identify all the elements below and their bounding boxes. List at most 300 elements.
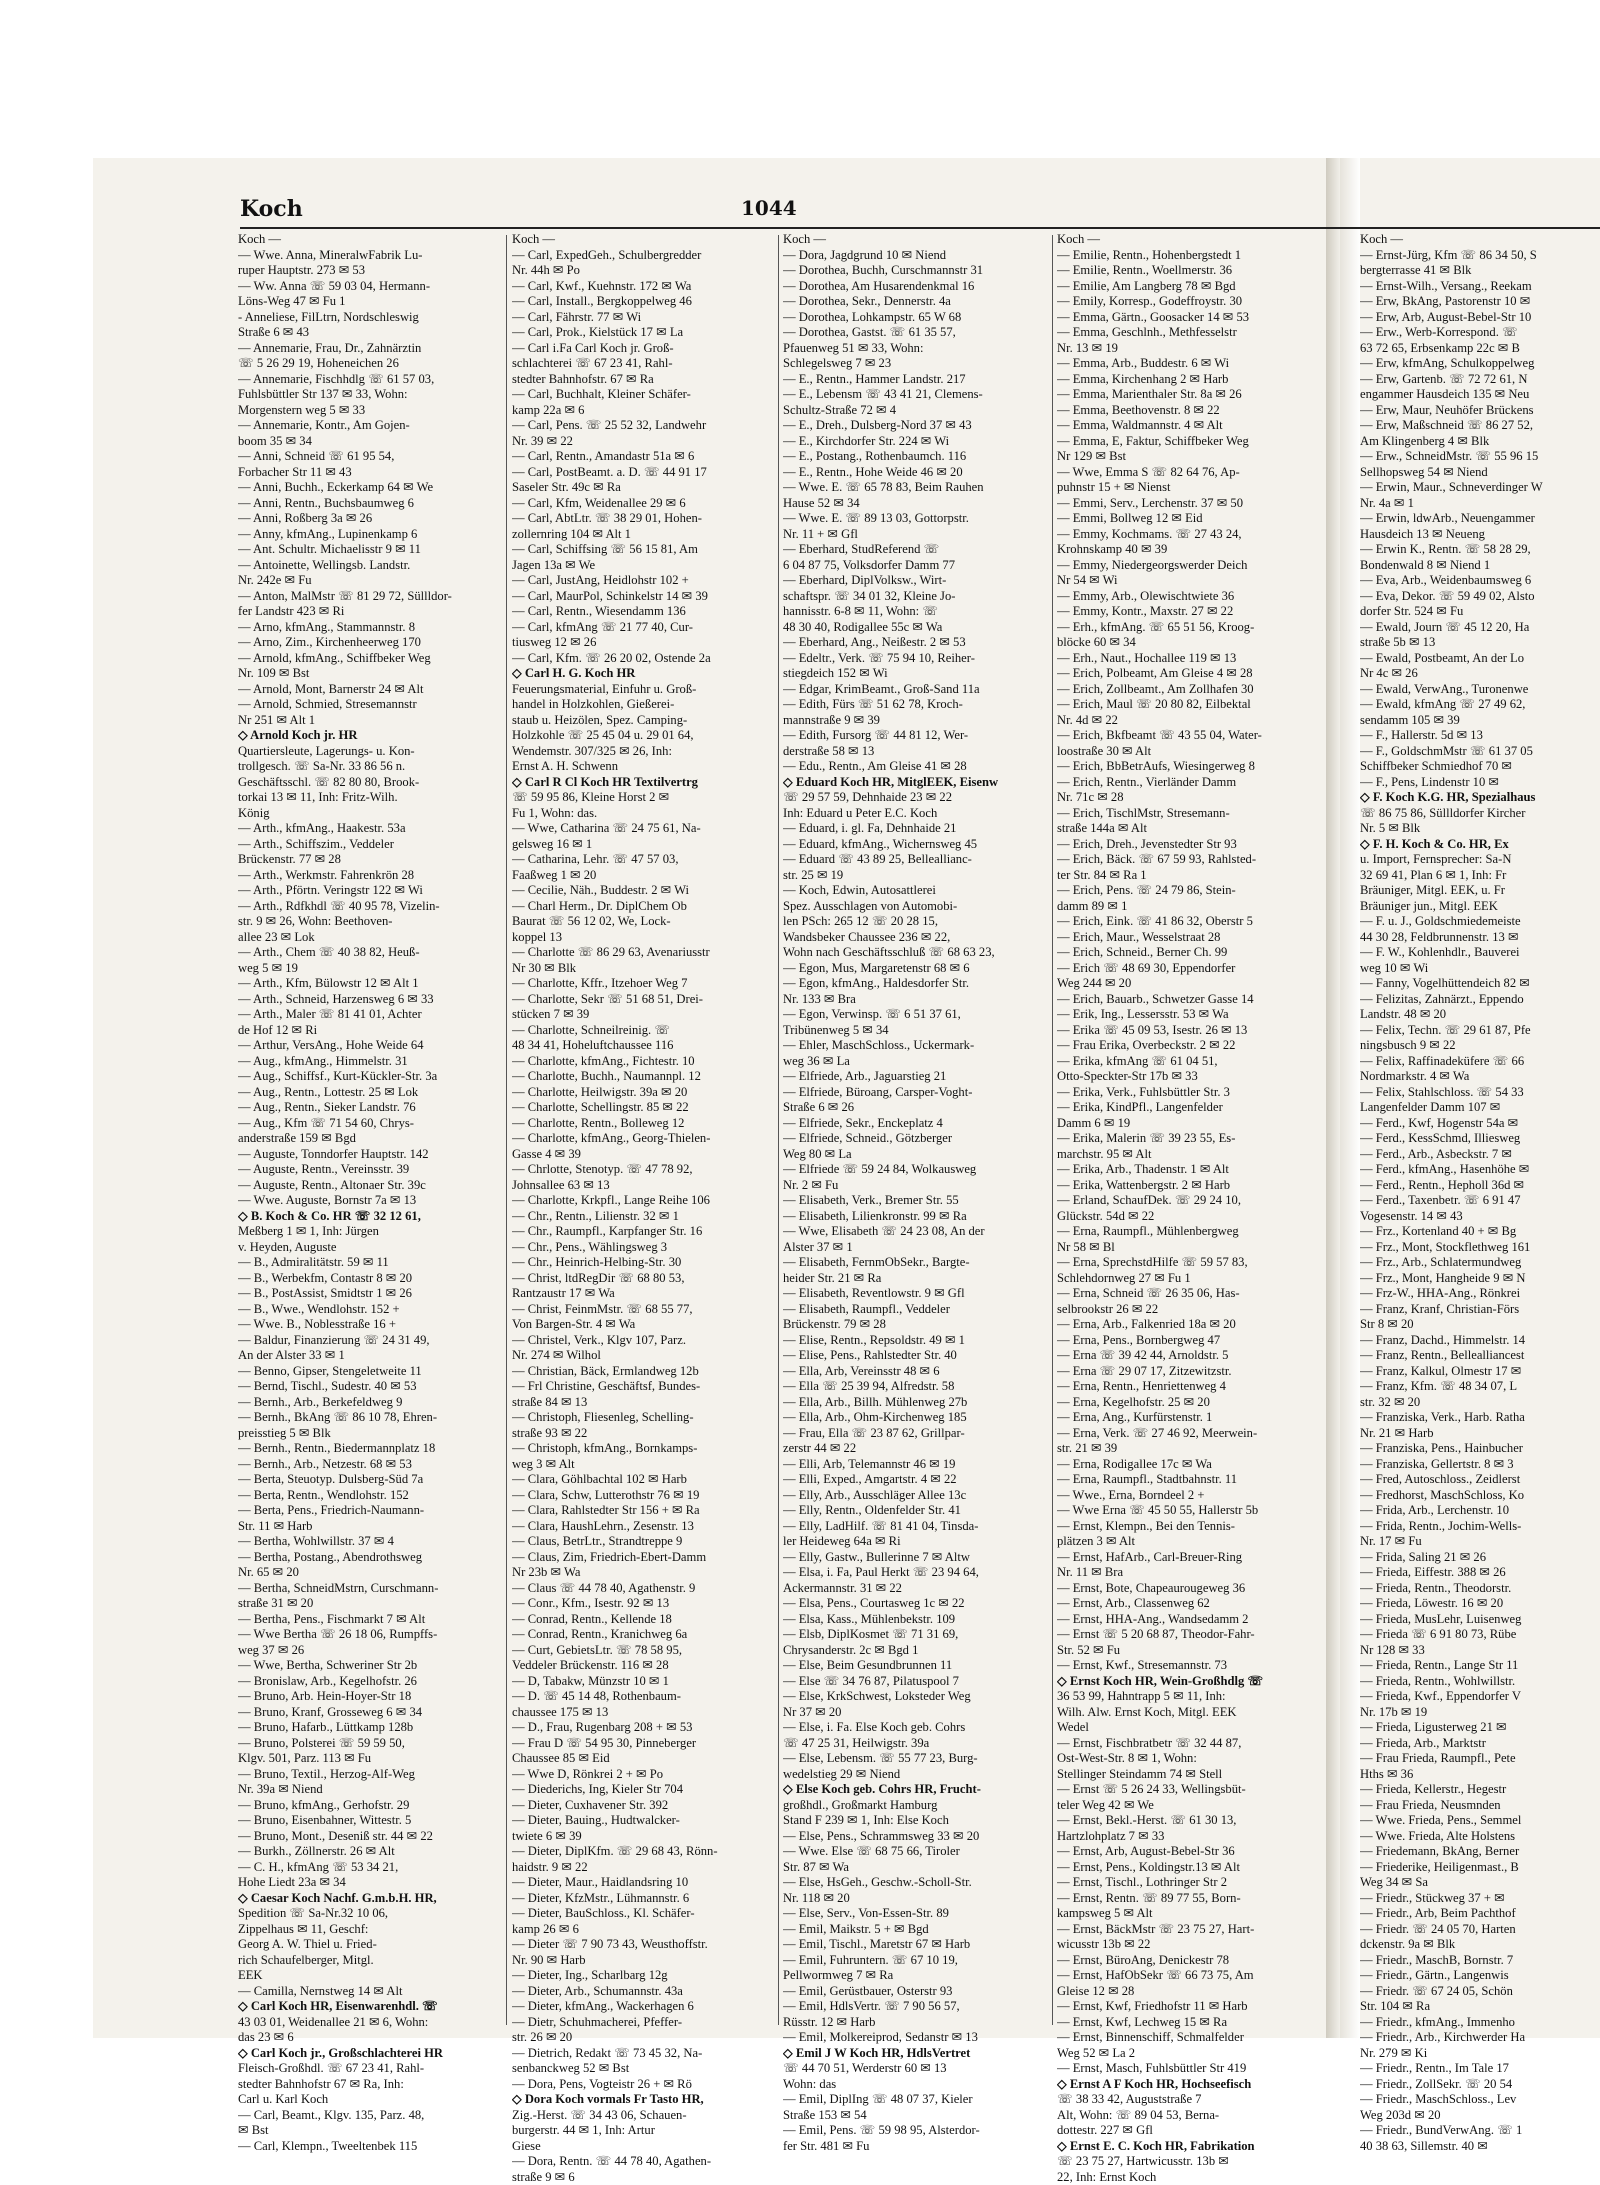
directory-entry-line: — Carl, Rentn., Wiesendamm 136 bbox=[512, 604, 774, 620]
directory-entry-line: — Christoph, kfmAng., Bornkamps- bbox=[512, 1441, 774, 1457]
directory-entry-line: — Emma, Beethovenstr. 8 ✉ 22 bbox=[1057, 403, 1325, 419]
column-separator bbox=[506, 235, 507, 2025]
directory-entry-line: Krohnskamp 40 ✉ 39 bbox=[1057, 542, 1325, 558]
directory-entry-line: — E., Dreh., Dulsberg-Nord 37 ✉ 43 bbox=[783, 418, 1048, 434]
directory-entry-line: — Elsa, i. Fa, Paul Herkt ☏ 23 94 64, bbox=[783, 1565, 1048, 1581]
directory-entry-line: — Elli, Arb, Telemannstr 46 ✉ 19 bbox=[783, 1457, 1048, 1473]
directory-entry-line: — Ferd., Arb., Asbeckstr. 7 ✉ bbox=[1360, 1147, 1600, 1163]
directory-entry-line: Weg 52 ✉ La 2 bbox=[1057, 2046, 1325, 2062]
directory-entry-line: Fu 1, Wohn: das. bbox=[512, 806, 774, 822]
directory-entry-line: — Erich, Schneid., Berner Ch. 99 bbox=[1057, 945, 1325, 961]
directory-entry-line: — Emma, Waldmannstr. 4 ✉ Alt bbox=[1057, 418, 1325, 434]
directory-entry-line: — Eduard, kfmAng., Wichernsweg 45 bbox=[783, 837, 1048, 853]
directory-entry-line: — F. u. J., Goldschmiedemeiste bbox=[1360, 914, 1600, 930]
directory-entry-line: — Ernst, Kwf, Lechweg 15 ✉ Ra bbox=[1057, 2015, 1325, 2031]
directory-entry-line: tiusweg 12 ✉ 26 bbox=[512, 635, 774, 651]
directory-entry-line: — Ernst, HHA-Ang., Wandsedamm 2 bbox=[1057, 1612, 1325, 1628]
directory-entry-line: — Egon, kfmAng., Haldesdorfer Str. bbox=[783, 976, 1048, 992]
directory-entry-line: — Arth., Pförtn. Veringstr 122 ✉ Wi bbox=[238, 883, 500, 899]
directory-entry-line: großhdl., Großmarkt Hamburg bbox=[783, 1798, 1048, 1814]
directory-entry-line: — Chr., Pens., Wählingsweg 3 bbox=[512, 1240, 774, 1256]
directory-entry-line: — Wwe, Elisabeth ☏ 24 23 08, An der bbox=[783, 1224, 1048, 1240]
directory-entry-line: kamp 22a ✉ 6 bbox=[512, 403, 774, 419]
directory-entry-line: Brückenstr. 77 ✉ 28 bbox=[238, 852, 500, 868]
directory-entry-line: Pellwormweg 7 ✉ Ra bbox=[783, 1968, 1048, 1984]
column-separator bbox=[1052, 235, 1053, 2025]
directory-entry-line: — Bruno, Hafarb., Lüttkamp 128b bbox=[238, 1720, 500, 1736]
directory-entry-line: — Egon, Verwinsp. ☏ 6 51 37 61, bbox=[783, 1007, 1048, 1023]
directory-entry-line: — Erh., kfmAng. ☏ 65 51 56, Kroog- bbox=[1057, 620, 1325, 636]
directory-entry-line: — Wwe. Else ☏ 68 75 66, Tiroler bbox=[783, 1844, 1048, 1860]
directory-entry-line: plätzen 3 ✉ Alt bbox=[1057, 1534, 1325, 1550]
directory-entry-line: — Charlotte, Schellingstr. 85 ✉ 22 bbox=[512, 1100, 774, 1116]
directory-entry-line: ☏ 59 95 86, Kleine Horst 2 ✉ bbox=[512, 790, 774, 806]
directory-entry-line: kampsweg 5 ✉ Alt bbox=[1057, 1906, 1325, 1922]
directory-entry-line: — Franz, Dachd., Himmelstr. 14 bbox=[1360, 1333, 1600, 1349]
directory-entry-line: Straße 6 ✉ 43 bbox=[238, 325, 500, 341]
directory-entry-line: — Ferd., KessSchmd, Illiesweg bbox=[1360, 1131, 1600, 1147]
directory-entry-line: — Aug., Kfm ☏ 71 54 60, Chrys- bbox=[238, 1116, 500, 1132]
directory-entry-line: — Anni, Rentn., Buchsbaumweg 6 bbox=[238, 496, 500, 512]
directory-entry-line: Alster 37 ✉ 1 bbox=[783, 1240, 1048, 1256]
directory-entry-line: Meßberg 1 ✉ 1, Inh: Jürgen bbox=[238, 1224, 500, 1240]
directory-entry-line: — Chr., Raumpfl., Karpfanger Str. 16 bbox=[512, 1224, 774, 1240]
directory-entry-line: — F., GoldschmMstr ☏ 61 37 05 bbox=[1360, 744, 1600, 760]
directory-entry-line: — Bernh., Arb., Netzestr. 68 ✉ 53 bbox=[238, 1457, 500, 1473]
directory-entry-line: — Bruno, Mont., Deseniß str. 44 ✉ 22 bbox=[238, 1829, 500, 1845]
directory-entry-line: — B., Werbekfm, Contastr 8 ✉ 20 bbox=[238, 1271, 500, 1287]
directory-entry-line: Wohn nach Geschäftsschluß ☏ 68 63 23, bbox=[783, 945, 1048, 961]
directory-entry-line: — Eva, Arb., Weidenbaumsweg 6 bbox=[1360, 573, 1600, 589]
directory-entry-line: — Bertha, Pens., Fischmarkt 7 ✉ Alt bbox=[238, 1612, 500, 1628]
directory-entry-line: fer Str. 481 ✉ Fu bbox=[783, 2139, 1048, 2155]
directory-entry-line: str. 32 ✉ 20 bbox=[1360, 1395, 1600, 1411]
directory-entry-line: Schlehdornweg 27 ✉ Fu 1 bbox=[1057, 1271, 1325, 1287]
directory-entry-line: — Auguste, Rentn., Altonaer Str. 39c bbox=[238, 1178, 500, 1194]
directory-entry-line: — Else, KrkSchwest, Loksteder Weg bbox=[783, 1689, 1048, 1705]
directory-entry-line: Carl u. Karl Koch bbox=[238, 2092, 500, 2108]
directory-entry-line: — Frida, Arb., Lerchenstr. 10 bbox=[1360, 1503, 1600, 1519]
directory-entry-line: 32 69 41, Plan 6 ✉ 1, Inh: Fr bbox=[1360, 868, 1600, 884]
directory-entry-line: straße 93 ✉ 22 bbox=[512, 1426, 774, 1442]
directory-entry-line: wicusstr 13b ✉ 22 bbox=[1057, 1937, 1325, 1953]
directory-entry-line: Nr. 274 ✉ Wilhol bbox=[512, 1348, 774, 1364]
directory-entry-line: — Dora, Pens, Vogteistr 26 + ✉ Rö bbox=[512, 2077, 774, 2093]
directory-entry-line: — Eduard ☏ 43 89 25, Belleallianc- bbox=[783, 852, 1048, 868]
directory-entry-line: Sellhopsweg 54 ✉ Niend bbox=[1360, 465, 1600, 481]
directory-entry-line: — Anton, MalMstr ☏ 81 29 72, Süllldor- bbox=[238, 589, 500, 605]
directory-entry-line: — Christian, Bäck, Ermlandweg 12b bbox=[512, 1364, 774, 1380]
directory-entry-line: — Franz, Kfm. ☏ 48 34 07, L bbox=[1360, 1379, 1600, 1395]
directory-entry-line: — Fanny, Vogelhüttendeich 82 ✉ bbox=[1360, 976, 1600, 992]
directory-entry-line: — Ella, Arb, Vereinsstr 48 ✉ 6 bbox=[783, 1364, 1048, 1380]
directory-entry-line: Nr. 21 ✉ Harb bbox=[1360, 1426, 1600, 1442]
directory-entry-line: — Erwin K., Rentn. ☏ 58 28 29, bbox=[1360, 542, 1600, 558]
directory-entry-line: — Edeltr., Verk. ☏ 75 94 10, Reiher- bbox=[783, 651, 1048, 667]
directory-entry-line: Nr 128 ✉ 33 bbox=[1360, 1643, 1600, 1659]
directory-entry-line: — Anny, kfmAng., Lupinenkamp 6 bbox=[238, 527, 500, 543]
directory-entry-line: — Christ, ltdRegDir ☏ 68 80 53, bbox=[512, 1271, 774, 1287]
directory-entry-line: — Dieter, Bauing., Hudtwalcker- bbox=[512, 1813, 774, 1829]
directory-entry-line: — Erna, Verk. ☏ 27 46 92, Meerwein- bbox=[1057, 1426, 1325, 1442]
column-head: Koch — bbox=[1057, 232, 1325, 248]
directory-entry-line: dckenstr. 9a ✉ Blk bbox=[1360, 1937, 1600, 1953]
directory-entry-line: — Emma, Kirchenhang 2 ✉ Harb bbox=[1057, 372, 1325, 388]
directory-entry-line: Nr. 242e ✉ Fu bbox=[238, 573, 500, 589]
directory-entry-line: 44 30 28, Feldbrunnenstr. 13 ✉ bbox=[1360, 930, 1600, 946]
directory-entry-line: — Frieda, Ligusterweg 21 ✉ bbox=[1360, 1720, 1600, 1736]
directory-entry-line: — Dorothea, Buchh, Curschmannstr 31 bbox=[783, 263, 1048, 279]
directory-entry-line: — Erw, BkAng, Pastorenstr 10 ✉ bbox=[1360, 294, 1600, 310]
directory-entry-line: — Elfriede, Sekr., Enckeplatz 4 bbox=[783, 1116, 1048, 1132]
directory-entry-line: — Erika, Arb., Thadenstr. 1 ✉ Alt bbox=[1057, 1162, 1325, 1178]
directory-entry-line: — E., Rentn., Hohe Weide 46 ✉ 20 bbox=[783, 465, 1048, 481]
directory-entry-line: — Elfriede, Arb., Jaguarstieg 21 bbox=[783, 1069, 1048, 1085]
directory-entry-line: — Ant. Schultr. Michaelisstr 9 ✉ 11 bbox=[238, 542, 500, 558]
directory-entry-line: — Benno, Gipser, Stengeletweite 11 bbox=[238, 1364, 500, 1380]
running-head-name: Koch bbox=[240, 196, 303, 222]
directory-entry-line: straße 144a ✉ Alt bbox=[1057, 821, 1325, 837]
directory-entry-line: marchstr. 95 ✉ Alt bbox=[1057, 1147, 1325, 1163]
directory-entry-line: Pfauenweg 51 ✉ 33, Wohn: bbox=[783, 341, 1048, 357]
directory-entry-line: — Edgar, KrimBeamt., Groß-Sand 11a bbox=[783, 682, 1048, 698]
directory-entry-line: — Eduard, i. gl. Fa, Dehnhaide 21 bbox=[783, 821, 1048, 837]
directory-entry-line: de Hof 12 ✉ Ri bbox=[238, 1023, 500, 1039]
directory-entry-line: burgerstr. 44 ✉ 1, Inh: Artur bbox=[512, 2123, 774, 2139]
directory-entry-line: Str. 11 ✉ Harb bbox=[238, 1519, 500, 1535]
directory-entry-line: Fuhlsbüttler Str 137 ✉ 33, Wohn: bbox=[238, 387, 500, 403]
directory-entry-line: — Frieda, Eiffestr. 388 ✉ 26 bbox=[1360, 1565, 1600, 1581]
directory-entry-line: Nordmarkstr. 4 ✉ Wa bbox=[1360, 1069, 1600, 1085]
directory-entry-line: — Franz, Kranf, Christian-Förs bbox=[1360, 1302, 1600, 1318]
directory-entry-line: — B., Admiralitätstr. 59 ✉ 11 bbox=[238, 1255, 500, 1271]
directory-entry-line: — Ferd., Rentn., Hepholl 36d ✉ bbox=[1360, 1178, 1600, 1194]
directory-entry-line: — Ernst, Binnenschiff, Schmalfelder bbox=[1057, 2030, 1325, 2046]
directory-entry-line: — Bruno, Textil., Herzog-Alf-Weg bbox=[238, 1767, 500, 1783]
directory-entry-line: — Emma, Marienthaler Str. 8a ✉ 26 bbox=[1057, 387, 1325, 403]
directory-entry-line: — Wwe Erna ☏ 45 50 55, Hallerstr 5b bbox=[1057, 1503, 1325, 1519]
directory-entry-line: — Carl, Fährstr. 77 ✉ Wi bbox=[512, 310, 774, 326]
directory-entry-line: — Dora, Rentn. ☏ 44 78 40, Agathen- bbox=[512, 2154, 774, 2170]
directory-entry-line: — Anni, Roßberg 3a ✉ 26 bbox=[238, 511, 500, 527]
directory-entry-line: Schiffbeker Schmiedhof 70 ✉ bbox=[1360, 759, 1600, 775]
directory-entry-line: — Carl, Kfm, Weidenallee 29 ✉ 6 bbox=[512, 496, 774, 512]
directory-entry-line: schaftspr. ☏ 34 01 32, Kleine Jo- bbox=[783, 589, 1048, 605]
directory-entry-line: — Emmi, Serv., Lerchenstr. 37 ✉ 50 bbox=[1057, 496, 1325, 512]
directory-entry-line: Tribünenweg 5 ✉ 34 bbox=[783, 1023, 1048, 1039]
directory-entry-line: — Friedr., Arb., Kirchwerder Ha bbox=[1360, 2030, 1600, 2046]
directory-entry-line: — Arno, Zim., Kirchenheerweg 170 bbox=[238, 635, 500, 651]
directory-entry-line: — Arth., kfmAng., Haakestr. 53a bbox=[238, 821, 500, 837]
directory-entry-line: — Carl, Prok., Kielstück 17 ✉ La bbox=[512, 325, 774, 341]
directory-entry-line: — Erna, Kegelhofstr. 25 ✉ 20 bbox=[1057, 1395, 1325, 1411]
directory-entry-line: — Frz-W., HHA-Ang., Rönkrei bbox=[1360, 1286, 1600, 1302]
directory-entry-line: — Bruno, Polsterei ☏ 59 59 50, bbox=[238, 1736, 500, 1752]
directory-entry-line: — Edu., Rentn., Am Gleise 41 ✉ 28 bbox=[783, 759, 1048, 775]
directory-entry-line: — Erich, Maul ☏ 20 80 82, Eilbektal bbox=[1057, 697, 1325, 713]
directory-entry-line: fer Landstr 423 ✉ Ri bbox=[238, 604, 500, 620]
directory-entry-line: rich Schaufelberger, Mitgl. bbox=[238, 1953, 500, 1969]
directory-entry-line: Hartzlohplatz 7 ✉ 33 bbox=[1057, 1829, 1325, 1845]
directory-entry-line: — Bernh., Arb., Berkefeldweg 9 bbox=[238, 1395, 500, 1411]
directory-entry-line: Wandsbeker Chaussee 236 ✉ 22, bbox=[783, 930, 1048, 946]
directory-entry-line: Chrysanderstr. 2c ✉ Bgd 1 bbox=[783, 1643, 1048, 1659]
directory-entry-line: weg 5 ✉ 19 bbox=[238, 961, 500, 977]
directory-entry-line: — Erw, Gartenb. ☏ 72 72 61, N bbox=[1360, 372, 1600, 388]
directory-entry-line: — Franz, Rentn., Bellealliancest bbox=[1360, 1348, 1600, 1364]
directory-entry-line: — Charlotte, Heilwigstr. 39a ✉ 20 bbox=[512, 1085, 774, 1101]
directory-entry-line: — Elisabeth, FernmObSekr., Bargte- bbox=[783, 1255, 1048, 1271]
directory-entry-line: — Ernst-Jürg, Kfm ☏ 86 34 50, S bbox=[1360, 248, 1600, 264]
directory-entry-line: — Curt, GebietsLtr. ☏ 78 58 95, bbox=[512, 1643, 774, 1659]
directory-entry-line: str. 21 ✉ 39 bbox=[1057, 1441, 1325, 1457]
directory-entry-line: — Anni, Buchh., Eckerkamp 64 ✉ We bbox=[238, 480, 500, 496]
directory-entry-line: — Erna, Ang., Kurfürstenstr. 1 bbox=[1057, 1410, 1325, 1426]
directory-entry-line: Wilh. Alw. Ernst Koch, Mitgl. EEK bbox=[1057, 1705, 1325, 1721]
directory-entry-line: — Elfriede ☏ 59 24 84, Wolkausweg bbox=[783, 1162, 1048, 1178]
column-separator bbox=[778, 235, 779, 2025]
directory-entry-line: — Frz., Mont, Stockflethweg 161 bbox=[1360, 1240, 1600, 1256]
directory-entry-line: — Carl, Buchhalt, Kleiner Schäfer- bbox=[512, 387, 774, 403]
directory-entry-line: ☏ 38 33 42, Auguststraße 7 bbox=[1057, 2092, 1325, 2108]
directory-entry-line: Spedition ☏ Sa-Nr.32 10 06, bbox=[238, 1906, 500, 1922]
directory-entry-line: — Ernst, BüroAng, Denickestr 78 bbox=[1057, 1953, 1325, 1969]
directory-entry-line: — Ernst, Tischl., Lothringer Str 2 bbox=[1057, 1875, 1325, 1891]
directory-entry-line: sendamm 105 ✉ 39 bbox=[1360, 713, 1600, 729]
directory-entry-line: — Frau, Ella ☏ 23 87 62, Grillpar- bbox=[783, 1426, 1048, 1442]
directory-entry-line: — Erna, SprechstdHilfe ☏ 59 57 83, bbox=[1057, 1255, 1325, 1271]
directory-entry-line: — Dieter, Ing., Scharlbarg 12g bbox=[512, 1968, 774, 1984]
directory-entry-line: Spez. Ausschlagen von Automobi- bbox=[783, 899, 1048, 915]
directory-entry-line: — Emilie, Rentn., Woellmerstr. 36 bbox=[1057, 263, 1325, 279]
directory-entry-line: — Friedr., MaschB, Bornstr. 7 bbox=[1360, 1953, 1600, 1969]
directory-entry-line: Nr 30 ✉ Blk bbox=[512, 961, 774, 977]
directory-entry-line: — Else, HsGeh., Geschw.-Scholl-Str. bbox=[783, 1875, 1048, 1891]
directory-entry-line: Morgenstern weg 5 ✉ 33 bbox=[238, 403, 500, 419]
directory-entry-line: — Chr., Rentn., Lilienstr. 32 ✉ 1 bbox=[512, 1209, 774, 1225]
directory-entry-line: Saseler Str. 49c ✉ Ra bbox=[512, 480, 774, 496]
directory-entry-line: — Bruno, Kranf, Grosseweg 6 ✉ 34 bbox=[238, 1705, 500, 1721]
directory-entry-line: Nr 23b ✉ Wa bbox=[512, 1565, 774, 1581]
directory-entry-line: — Erw, Maßschneid ☏ 86 27 52, bbox=[1360, 418, 1600, 434]
directory-entry-line: Bondenwald 8 ✉ Niend 1 bbox=[1360, 558, 1600, 574]
directory-entry-line: Löns-Weg 47 ✉ Fu 1 bbox=[238, 294, 500, 310]
directory-entry-line: — Arnold, kfmAng., Schiffbeker Weg bbox=[238, 651, 500, 667]
directory-entry-line: twiete 6 ✉ 39 bbox=[512, 1829, 774, 1845]
directory-entry-line: Klgv. 501, Parz. 113 ✉ Fu bbox=[238, 1751, 500, 1767]
directory-entry-line: — Felix, Techn. ☏ 29 61 87, Pfe bbox=[1360, 1023, 1600, 1039]
directory-entry-line: — Baldur, Finanzierung ☏ 24 31 49, bbox=[238, 1333, 500, 1349]
directory-entry-line: — Charlotte, Schneilreinig. ☏ bbox=[512, 1023, 774, 1039]
directory-entry-line: — Elsa, Pens., Courtasweg 1c ✉ 22 bbox=[783, 1596, 1048, 1612]
directory-entry-line: — Ewald, Postbeamt, An der Lo bbox=[1360, 651, 1600, 667]
directory-entry-line: bergterrasse 41 ✉ Blk bbox=[1360, 263, 1600, 279]
column-head: Koch — bbox=[783, 232, 1048, 248]
directory-entry-line: Nr. 71c ✉ 28 bbox=[1057, 790, 1325, 806]
page-number: 1044 bbox=[741, 196, 797, 220]
directory-entry-line: — Erich, Polbeamt, Am Gleise 4 ✉ 28 bbox=[1057, 666, 1325, 682]
directory-entry-line: ter Str. 84 ✉ Ra 1 bbox=[1057, 868, 1325, 884]
directory-entry-line: Nr. 279 ✉ Ki bbox=[1360, 2046, 1600, 2062]
directory-entry-line: ◇ F. H. Koch & Co. HR, Ex bbox=[1360, 837, 1600, 853]
directory-entry-line: dottestr. 227 ✉ Gfl bbox=[1057, 2123, 1325, 2139]
directory-entry-line: Nr. 39a ✉ Niend bbox=[238, 1782, 500, 1798]
directory-entry-line: blöcke 60 ✉ 34 bbox=[1057, 635, 1325, 651]
directory-entry-line: — Carl, Kwf., Kuehnstr. 172 ✉ Wa bbox=[512, 279, 774, 295]
directory-entry-line: Nr 4c ✉ 26 bbox=[1360, 666, 1600, 682]
directory-entry-line: Weg 34 ✉ Sa bbox=[1360, 1875, 1600, 1891]
directory-entry-line: torkai 13 ✉ 11, Inh: Fritz-Wilh. bbox=[238, 790, 500, 806]
directory-entry-line: Nr. 13 ✉ 19 bbox=[1057, 341, 1325, 357]
directory-entry-line: — Charlotte, Rentn., Bolleweg 12 bbox=[512, 1116, 774, 1132]
directory-entry-line: — Dieter, Arb., Schumannstr. 43a bbox=[512, 1984, 774, 2000]
directory-entry-line: — Dieter, DiplKfm. ☏ 29 68 43, Rönn- bbox=[512, 1844, 774, 1860]
directory-entry-line: Nr. 4a ✉ 1 bbox=[1360, 496, 1600, 512]
directory-entry-line: handel in Holzkohlen, Gießerei- bbox=[512, 697, 774, 713]
directory-entry-line: — Erna ☏ 39 42 44, Arnoldstr. 5 bbox=[1057, 1348, 1325, 1364]
directory-entry-line: — Arth., Rdfkhdl ☏ 40 95 78, Vizelin- bbox=[238, 899, 500, 915]
directory-entry-line: len PSch: 265 12 ☏ 20 28 15, bbox=[783, 914, 1048, 930]
directory-entry-line: Feuerungsmaterial, Einfuhr u. Groß- bbox=[512, 682, 774, 698]
directory-entry-line: — Franz, Kalkul, Olmestr 17 ✉ bbox=[1360, 1364, 1600, 1380]
directory-entry-line: — Ferd., Kwf, Hogenstr 54a ✉ bbox=[1360, 1116, 1600, 1132]
directory-entry-line: — Fredhorst, MaschSchloss, Ko bbox=[1360, 1488, 1600, 1504]
directory-entry-line: — Frieda, Rentn., Wohlwillstr. bbox=[1360, 1674, 1600, 1690]
directory-entry-line: — Emmy, Arb., Olewischtwiete 36 bbox=[1057, 589, 1325, 605]
directory-entry-line: — Arth., Chem ☏ 40 38 82, Heuß- bbox=[238, 945, 500, 961]
directory-entry-line: — Carl, ExpedGeh., Schulbergredder bbox=[512, 248, 774, 264]
directory-entry-line: — Dieter ☏ 7 90 73 43, Weusthoffstr. bbox=[512, 1937, 774, 1953]
directory-entry-line: — Erich, Eink. ☏ 41 86 32, Oberstr 5 bbox=[1057, 914, 1325, 930]
directory-entry-line: — Carl, JustAng, Heidlohstr 102 + bbox=[512, 573, 774, 589]
directory-entry-line: — Ernst, Pens., Koldingstr.13 ✉ Alt bbox=[1057, 1860, 1325, 1876]
directory-entry-line: engammer Hausdeich 135 ✉ Neu bbox=[1360, 387, 1600, 403]
directory-entry-line: — Friedemann, BkAng, Berner bbox=[1360, 1844, 1600, 1860]
directory-entry-line: selbrookstr 26 ✉ 22 bbox=[1057, 1302, 1325, 1318]
directory-entry-line: — Erna, Pens., Bornbergweg 47 bbox=[1057, 1333, 1325, 1349]
directory-entry-line: — Erna, Rodigallee 17c ✉ Wa bbox=[1057, 1457, 1325, 1473]
page-gutter bbox=[1326, 158, 1340, 2038]
directory-entry-line: — E., Rentn., Hammer Landstr. 217 bbox=[783, 372, 1048, 388]
directory-entry-line: weg 36 ✉ La bbox=[783, 1054, 1048, 1070]
directory-entry-line: 22, Inh: Ernst Koch bbox=[1057, 2170, 1325, 2185]
directory-entry-line: Weg 203d ✉ 20 bbox=[1360, 2108, 1600, 2124]
directory-entry-line: str. 26 ✉ 20 bbox=[512, 2030, 774, 2046]
directory-entry-line: — Elfriede, Büroang, Carsper-Voght- bbox=[783, 1085, 1048, 1101]
directory-entry-line: — Berta, Pens., Friedrich-Naumann- bbox=[238, 1503, 500, 1519]
directory-entry-line: Fleisch-Großhdl. ☏ 67 23 41, Rahl- bbox=[238, 2061, 500, 2077]
directory-entry-line: ☏ 47 25 31, Heilwigstr. 39a bbox=[783, 1736, 1048, 1752]
directory-entry-line: — Elsb, DiplKosmet ☏ 71 31 69, bbox=[783, 1627, 1048, 1643]
directory-entry-line: — D, Tabakw, Münzstr 10 ✉ 1 bbox=[512, 1674, 774, 1690]
directory-entry-line: Hausdeich 13 ✉ Neueng bbox=[1360, 527, 1600, 543]
directory-entry-line: — Emilie, Am Langberg 78 ✉ Bgd bbox=[1057, 279, 1325, 295]
directory-entry-line: — Frieda, Kwf., Eppendorfer V bbox=[1360, 1689, 1600, 1705]
directory-entry-line: — E., Lebensm ☏ 43 41 21, Clemens- bbox=[783, 387, 1048, 403]
directory-entry-line: teler Weg 42 ✉ We bbox=[1057, 1798, 1325, 1814]
directory-entry-line: — Claus, BetrLtr., Strandtreppe 9 bbox=[512, 1534, 774, 1550]
directory-entry-line: — Emmy, Kontr., Maxstr. 27 ✉ 22 bbox=[1057, 604, 1325, 620]
directory-entry-line: — Ewald, VerwAng., Turonenwe bbox=[1360, 682, 1600, 698]
directory-entry-line: trollgesch. ☏ Sa-Nr. 33 86 56 n. bbox=[238, 759, 500, 775]
directory-entry-line: Straße 6 ✉ 26 bbox=[783, 1100, 1048, 1116]
directory-entry-line: — Bertha, Postang., Abendrothsweg bbox=[238, 1550, 500, 1566]
directory-entry-line: — Erich, Bäck. ☏ 67 59 93, Rahlsted- bbox=[1057, 852, 1325, 868]
directory-entry-line: — Ferd., Taxenbetr. ☏ 6 91 47 bbox=[1360, 1193, 1600, 1209]
directory-entry-line: — Erika, Malerin ☏ 39 23 55, Es- bbox=[1057, 1131, 1325, 1147]
directory-entry-line: — Friedr., ZollSekr. ☏ 20 54 bbox=[1360, 2077, 1600, 2093]
directory-entry-line: — Emmy, Niedergeorgswerder Deich bbox=[1057, 558, 1325, 574]
directory-entry-line: — Carl, MaurPol, Schinkelstr 14 ✉ 39 bbox=[512, 589, 774, 605]
directory-entry-line: Zig.-Herst. ☏ 34 43 06, Schauen- bbox=[512, 2108, 774, 2124]
directory-entry-line: — Felix, Raffinadeküfere ☏ 66 bbox=[1360, 1054, 1600, 1070]
directory-entry-line: — Emma, E, Faktur, Schiffbeker Weg bbox=[1057, 434, 1325, 450]
directory-entry-line: — E., Kirchdorfer Str. 224 ✉ Wi bbox=[783, 434, 1048, 450]
directory-entry-line: ler Heideweg 64a ✉ Ri bbox=[783, 1534, 1048, 1550]
directory-entry-line: — Friedr., BundVerwAng. ☏ 1 bbox=[1360, 2123, 1600, 2139]
directory-entry-line: — Antoinette, Wellingsb. Landstr. bbox=[238, 558, 500, 574]
directory-entry-line: mannstraße 9 ✉ 39 bbox=[783, 713, 1048, 729]
directory-entry-line: — Else ☏ 34 76 87, Pilatuspool 7 bbox=[783, 1674, 1048, 1690]
directory-entry-line: — Clara, HaushLehrn., Zesenstr. 13 bbox=[512, 1519, 774, 1535]
directory-entry-line: allee 23 ✉ Lok bbox=[238, 930, 500, 946]
directory-entry-line: — Conrad, Rentn., Kellende 18 bbox=[512, 1612, 774, 1628]
directory-entry-line: — Friedr., Rentn., Im Tale 17 bbox=[1360, 2061, 1600, 2077]
directory-entry-line: Von Bargen-Str. 4 ✉ Wa bbox=[512, 1317, 774, 1333]
directory-entry-line: Giese bbox=[512, 2139, 774, 2155]
directory-entry-line: — Frida, Rentn., Jochim-Wells- bbox=[1360, 1519, 1600, 1535]
directory-entry-line: Ernst A. H. Schwenn bbox=[512, 759, 774, 775]
directory-entry-line: — Emmi, Bollweg 12 ✉ Eid bbox=[1057, 511, 1325, 527]
directory-entry-line: — Emma, Geschlnh., Methfesselstr bbox=[1057, 325, 1325, 341]
directory-entry-line: — Elli, Exped., Amgartstr. 4 ✉ 22 bbox=[783, 1472, 1048, 1488]
directory-entry-line: preisstieg 5 ✉ Blk bbox=[238, 1426, 500, 1442]
directory-entry-line: — Conr., Kfm., Isestr. 92 ✉ 13 bbox=[512, 1596, 774, 1612]
directory-entry-line: 6 04 87 75, Volksdorfer Damm 77 bbox=[783, 558, 1048, 574]
directory-entry-line: Geschäftsschl. ☏ 82 80 80, Brook- bbox=[238, 775, 500, 791]
directory-entry-line: — Emily, Korresp., Godeffroystr. 30 bbox=[1057, 294, 1325, 310]
directory-entry-line: Jagen 13a ✉ We bbox=[512, 558, 774, 574]
directory-entry-line: str. 9 ✉ 26, Wohn: Beethoven- bbox=[238, 914, 500, 930]
directory-entry-line: — Felix, Stahlschloss. ☏ 54 33 bbox=[1360, 1085, 1600, 1101]
directory-entry-line: Weg 244 ✉ 20 bbox=[1057, 976, 1325, 992]
directory-entry-line: — Emil, Fuhruntern. ☏ 67 10 19, bbox=[783, 1953, 1048, 1969]
directory-entry-line: — Dorothea, Am Husarendenkmal 16 bbox=[783, 279, 1048, 295]
directory-entry-line: — Auguste, Tonndorfer Hauptstr. 142 bbox=[238, 1147, 500, 1163]
directory-entry-line: ◇ Ernst A F Koch HR, Hochseefisch bbox=[1057, 2077, 1325, 2093]
directory-entry-line: ◇ Carl H. G. Koch HR bbox=[512, 666, 774, 682]
directory-entry-line: stiegdeich 152 ✉ Wi bbox=[783, 666, 1048, 682]
directory-entry-line: straße 31 ✉ 20 bbox=[238, 1596, 500, 1612]
directory-entry-line: — Clara, Göhlbachtal 102 ✉ Harb bbox=[512, 1472, 774, 1488]
directory-entry-line: anderstraße 159 ✉ Bgd bbox=[238, 1131, 500, 1147]
directory-entry-line: — Carl, Beamt., Klgv. 135, Parz. 48, bbox=[238, 2108, 500, 2124]
directory-entry-line: — Dieter, kfmAng., Wackerhagen 6 bbox=[512, 1999, 774, 2015]
directory-entry-line: Nr 54 ✉ Wi bbox=[1057, 573, 1325, 589]
directory-entry-line: — Ella ☏ 25 39 94, Alfredstr. 58 bbox=[783, 1379, 1048, 1395]
directory-entry-line: — Erich, Bkfbeamt ☏ 43 55 04, Water- bbox=[1057, 728, 1325, 744]
directory-entry-line: Schlegelsweg 7 ✉ 23 bbox=[783, 356, 1048, 372]
directory-entry-line: — Charlotte ☏ 86 29 63, Avenariusstr bbox=[512, 945, 774, 961]
directory-entry-line: — Dorothea, Gastst. ☏ 61 35 57, bbox=[783, 325, 1048, 341]
directory-entry-line: — Chrlotte, Stenotyp. ☏ 47 78 92, bbox=[512, 1162, 774, 1178]
directory-entry-line: — Elisabeth, Verk., Bremer Str. 55 bbox=[783, 1193, 1048, 1209]
directory-entry-line: Rantzaustr 17 ✉ Wa bbox=[512, 1286, 774, 1302]
directory-entry-line: — Wwe. Anna, MineralwFabrik Lu- bbox=[238, 248, 500, 264]
directory-entry-line: — Erich, BbBetrAufs, Wiesingerweg 8 bbox=[1057, 759, 1325, 775]
directory-entry-line: — Carl, PostBeamt. a. D. ☏ 44 91 17 bbox=[512, 465, 774, 481]
directory-entry-line: — Friedr. ☏ 67 24 05, Schön bbox=[1360, 1984, 1600, 2000]
